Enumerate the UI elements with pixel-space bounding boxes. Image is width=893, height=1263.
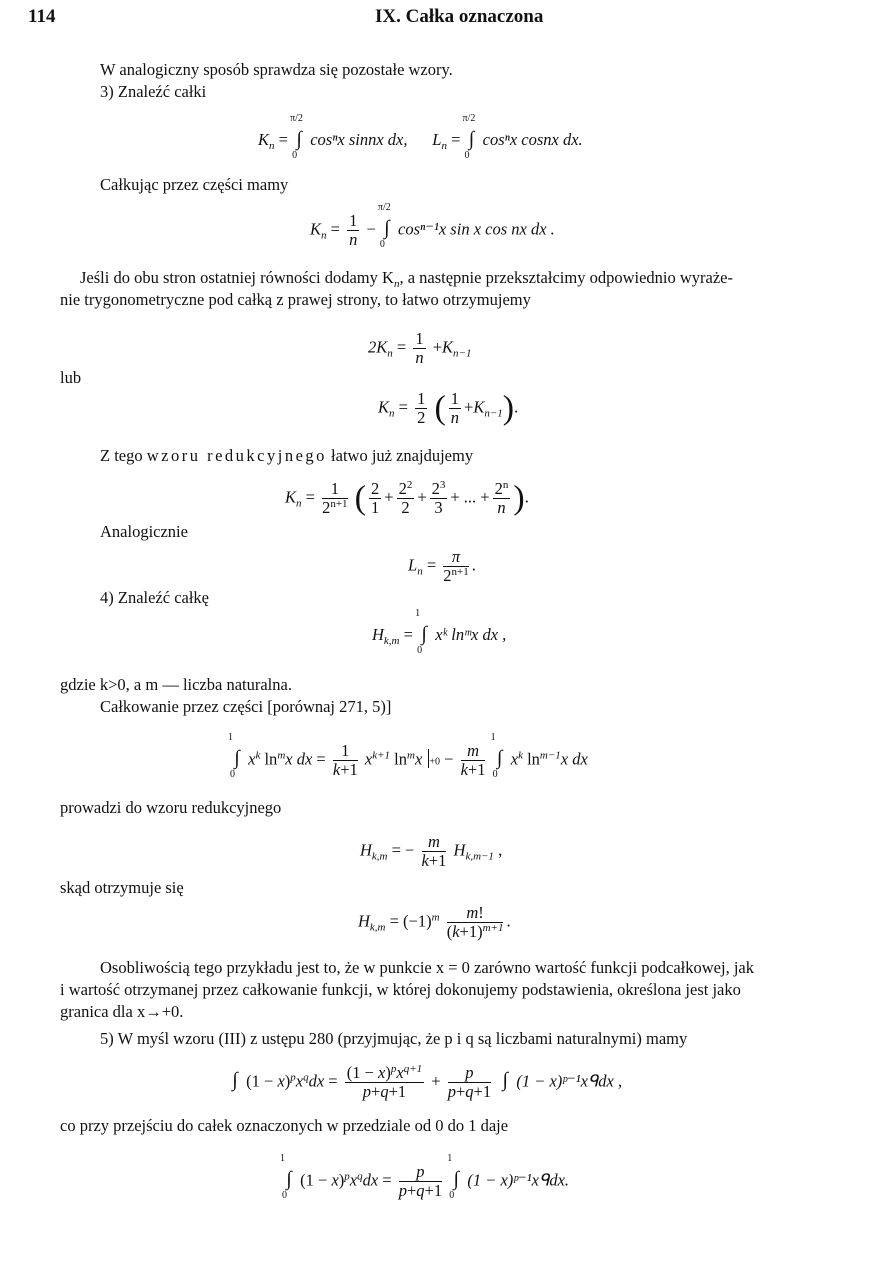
- formula-hkm-closed: $H_{k,m} = (-1)^m$ $\frac{m!}{(k+1)^{m+1}}$ .: [358, 903, 511, 941]
- formula-indefinite-beta: ∫ $(1 - x)^px^qdx$ = $\frac{(1 - x)^px^{q+1}}{p+q+1}$ + $\frac{p}{p+q+1}$ ∫ (1 − x)ᵖ⁻¹xᑫdx ,: [232, 1063, 623, 1101]
- paragraph: Jeśli do obu stron ostatniej równości dodamy $K_n$, a następnie przekształcimy odpowiednio wyraże-: [80, 268, 733, 290]
- paragraph: i wartość otrzymanej przez całkowanie funkcji, w której dokonujemy podstawienia, określona jest jako: [60, 980, 741, 999]
- paragraph: Całkując przez części mamy: [100, 175, 289, 194]
- paragraph: granica dla x→+0.: [60, 1002, 184, 1021]
- paragraph: W analogiczny sposób sprawdza się pozostałe wzory.: [100, 60, 453, 79]
- paragraph: lub: [60, 368, 82, 387]
- paragraph: 3) Znaleźć całki: [100, 82, 207, 101]
- paragraph: Z tego wzoru redukcyjnego łatwo już znajdujemy: [100, 446, 474, 465]
- formula-hkm: $H_{k,m}$ = ∫ 1 0 xᵏ lnᵐx dx ,: [372, 608, 507, 656]
- paragraph: 5) W myśl wzoru (III) z ustępu 280 (przyjmując, że p i q są liczbami naturalnymi) mamy: [100, 1029, 688, 1048]
- paragraph: prowadzi do wzoru redukcyjnego: [60, 798, 282, 817]
- formula-ln: $L_n$ = $\frac{\pi}{2^{n+1}}$ .: [408, 547, 476, 585]
- paragraph: co przy przejściu do całek oznaczonych w przedziale od 0 do 1 daje: [60, 1116, 509, 1135]
- formula-2kn: $2K_n$ = $\frac{1}{n}$ $+K_{n-1}$: [368, 329, 472, 367]
- paragraph: Całkowanie przez części [porównaj 271, 5)]: [100, 697, 392, 716]
- paragraph: Osobliwością tego przykładu jest to, że w punkcie x = 0 zarówno wartość funkcji podcałkowej, jak: [100, 958, 754, 977]
- formula-kn-recursive: $K_n$ = $\frac{1}{2}$ ( $\frac{1}{n}$ $+K_{n-1}$).: [378, 389, 519, 427]
- page-number: 114: [28, 6, 56, 27]
- formula-kn-parts: $K_n$ = $\frac{1}{n}$ − ∫ π/2 0 cosⁿ⁻¹x sin x cos nx dx .: [310, 202, 555, 251]
- paragraph: Analogicznie: [100, 522, 188, 541]
- formula-kn-ln: $K_n$ = ∫ π/2 0 cosⁿx sinnx dx, $L_n$ = ∫ π/2 0 cosⁿx cosnx dx.: [258, 113, 583, 161]
- paragraph: 4) Znaleźć całkę: [100, 588, 210, 607]
- chapter-title: IX. Całka oznaczona: [375, 6, 544, 27]
- paragraph: gdzie k>0, a m — liczba naturalna.: [60, 675, 292, 694]
- formula-kn-sum: $K_n$ = $\frac{1}{2^{n+1}}$ ( $\frac{2}{1}$ + $\frac{2^2}{2}$ + $\frac{2^3}{3}$ + ... + $\frac{2^n}{n}$ ).: [285, 479, 529, 517]
- formula-integration-by-parts: ∫ 1 0 $x^k$ $\ln^mx$ dx = $\frac{1}{k+1}$ $x^{k+1}$ $\ln^mx +0$ − $\frac{m}{k+1}$ ∫ 1 0 $x^k$ $\ln^{m-1}x$ dx: [228, 732, 588, 781]
- formula-hkm-reduction: $H_{k,m}$ = − $\frac{m}{k+1}$ $H_{k,m-1}$ ,: [360, 832, 503, 870]
- paragraph: nie trygonometryczne pod całką z prawej strony, to łatwo otrzymujemy: [60, 290, 531, 309]
- paragraph: skąd otrzymuje się: [60, 878, 184, 897]
- formula-definite-beta: ∫ 1 0 $(1 - x)^px^qdx$ = $\frac{p}{p+q+1}$ ∫ 1 0 (1 − x)ᵖ⁻¹xᑫdx.: [280, 1153, 570, 1202]
